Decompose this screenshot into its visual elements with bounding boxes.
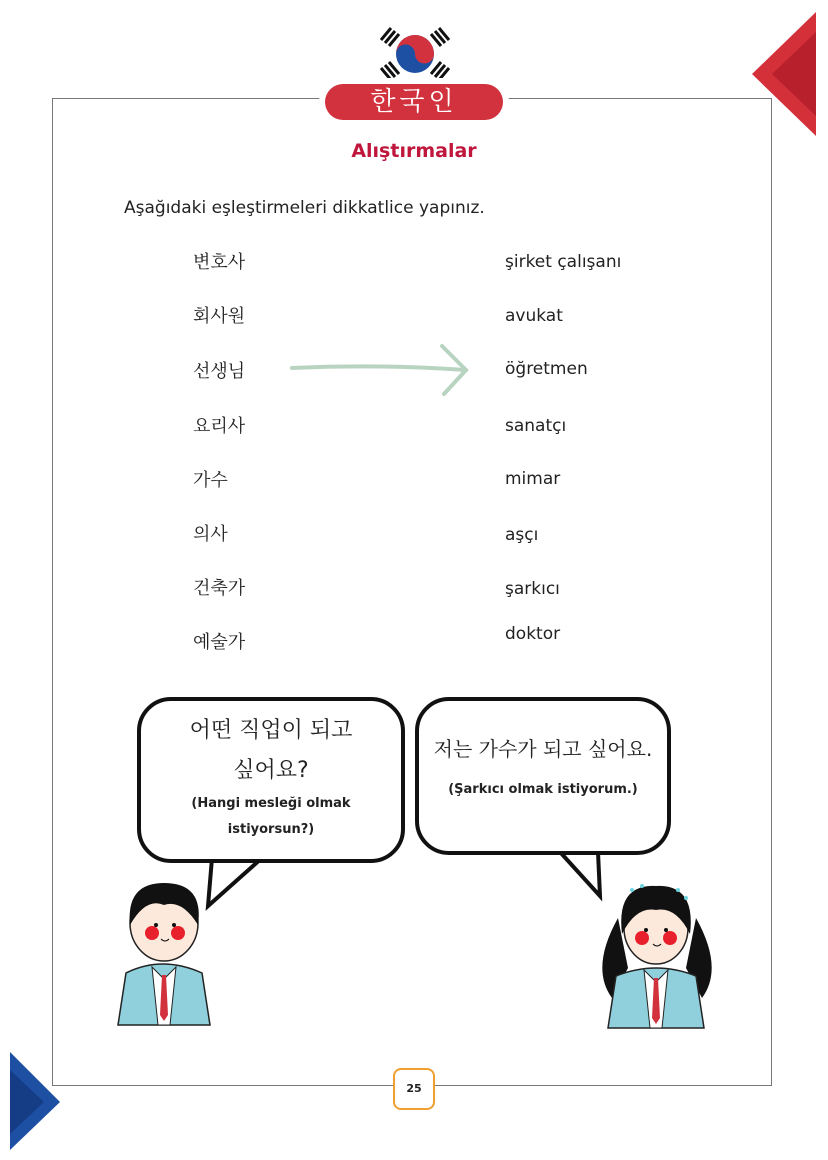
- instruction: Aşağıdaki eşleştirmeleri dikkatlice yapınız.: [124, 198, 485, 218]
- korean-word: 의사: [193, 524, 228, 545]
- speech-bubble-right: [415, 697, 671, 855]
- girl-illustration: [596, 878, 720, 1033]
- answer-korean: 저는 가수가 되고 싶어요.: [433, 737, 653, 761]
- turkish-word: mimar: [505, 469, 561, 489]
- question-turkish: (Hangi mesleği olmak: [191, 796, 351, 811]
- page-number: 25: [393, 1068, 435, 1110]
- turkish-word: şirket çalışanı: [505, 252, 622, 272]
- question-korean: 어떤 직업이 되고: [189, 718, 353, 743]
- korean-word: 건축가: [193, 578, 246, 599]
- korean-word: 예술가: [193, 632, 246, 653]
- answer-turkish: (Şarkıcı olmak istiyorum.): [448, 782, 638, 797]
- question-turkish: istiyorsun?): [227, 822, 315, 837]
- turkish-word: avukat: [505, 306, 563, 326]
- turkish-word: aşçı: [505, 525, 539, 545]
- page-title: Alıştırmalar: [351, 140, 477, 162]
- turkish-word: şarkıcı: [505, 579, 560, 599]
- boy-illustration: [112, 875, 218, 1033]
- korean-word: 회사원: [193, 306, 246, 327]
- korean-word: 요리사: [193, 416, 246, 437]
- korean-word: 가수: [193, 470, 228, 491]
- speech-bubble-left: [137, 697, 405, 863]
- example-arrow: [288, 340, 478, 400]
- turkish-word: doktor: [505, 624, 561, 644]
- question-korean: 싶어요?: [233, 758, 309, 783]
- korean-word: 변호사: [193, 252, 246, 273]
- banner-label: 한국인: [325, 84, 503, 120]
- turkish-word: öğretmen: [505, 359, 588, 379]
- korean-flag-icon: [375, 20, 455, 84]
- turkish-word: sanatçı: [505, 416, 567, 436]
- korean-word: 선생님: [193, 361, 246, 382]
